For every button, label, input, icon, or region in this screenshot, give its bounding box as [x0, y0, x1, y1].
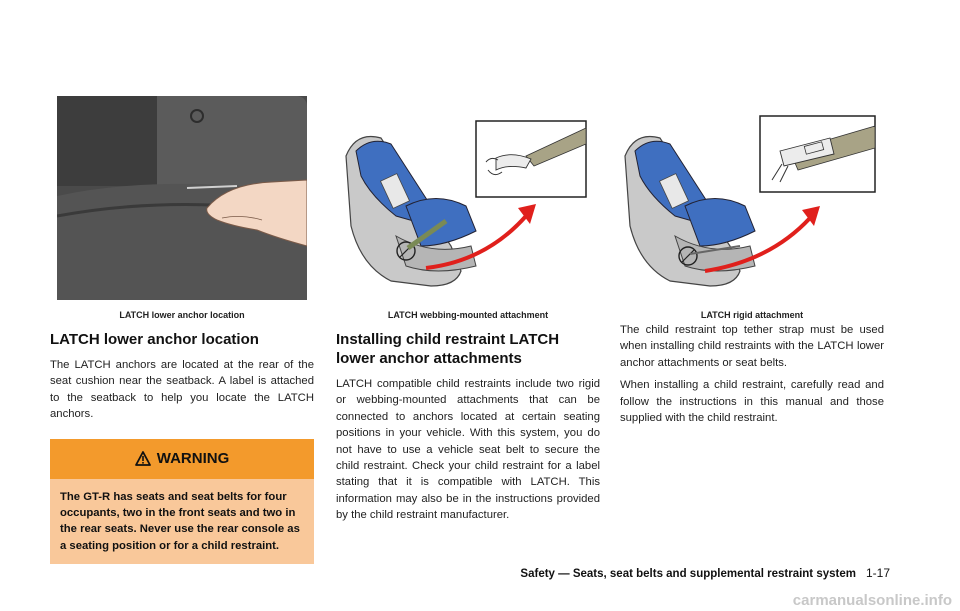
column-left [50, 96, 314, 564]
child-seat-webbing-illustration [336, 96, 600, 302]
column-right [620, 96, 884, 432]
latch-rigid-figure [620, 96, 884, 302]
body-paragraph: When installing a child restraint, carefully read and follow the instructions in this manual and those supplied with the child restraint. [620, 379, 884, 425]
page-number: 1-17 [865, 566, 890, 580]
latch-anchor-location-figure [50, 96, 314, 302]
figure-caption: LATCH webbing-mounted attachment [387, 310, 549, 320]
footer-section-title: Safety — Seats, seat belts and supplemental restraint system [520, 568, 856, 580]
figure-caption: LATCH lower anchor location [119, 310, 245, 320]
body-paragraph: The LATCH anchors are located at the rear of the seat cushion near the seatback. A label is attached to the seatback to help you locate the LATCH anchors. [50, 359, 314, 421]
warning-text: The GT-R has seats and seat belts for four occupants, two in the front seats and two in the rear seats. Never use the rear console as a seating position or for a child restraint. [60, 490, 300, 552]
page-footer [470, 566, 890, 580]
warning-box [50, 439, 314, 565]
warning-header [50, 439, 314, 479]
section-heading: Installing child restraint LATCH lower anchor attachments [336, 331, 560, 367]
column-middle [336, 96, 600, 530]
child-seat-rigid-illustration [620, 96, 884, 302]
warning-title: WARNING [156, 450, 230, 468]
body-paragraph: The child restraint top tether strap must be used when installing child restraints with the LATCH lower anchor attachments or seat belts. [620, 324, 884, 369]
seat-cushion-photo [57, 96, 307, 300]
figure-caption: LATCH rigid attachment [700, 310, 804, 320]
section-heading: LATCH lower anchor location [50, 331, 259, 348]
watermark: carmanualsonline.info [792, 592, 952, 609]
latch-webbing-figure [336, 96, 600, 302]
body-paragraph: LATCH compatible child restraints include two rigid or webbing-mounted attachments that can be connected to anchors located at certain seating positions in your vehicle. With this system, you do not have to use a vehicle seat belt to secure the child restraint. Check your child restraint for a label stating that it is compatible with LATCH. This information may also be in the instructions provided by the child restraint manufacturer. [336, 378, 600, 522]
warning-triangle-icon [135, 451, 151, 466]
